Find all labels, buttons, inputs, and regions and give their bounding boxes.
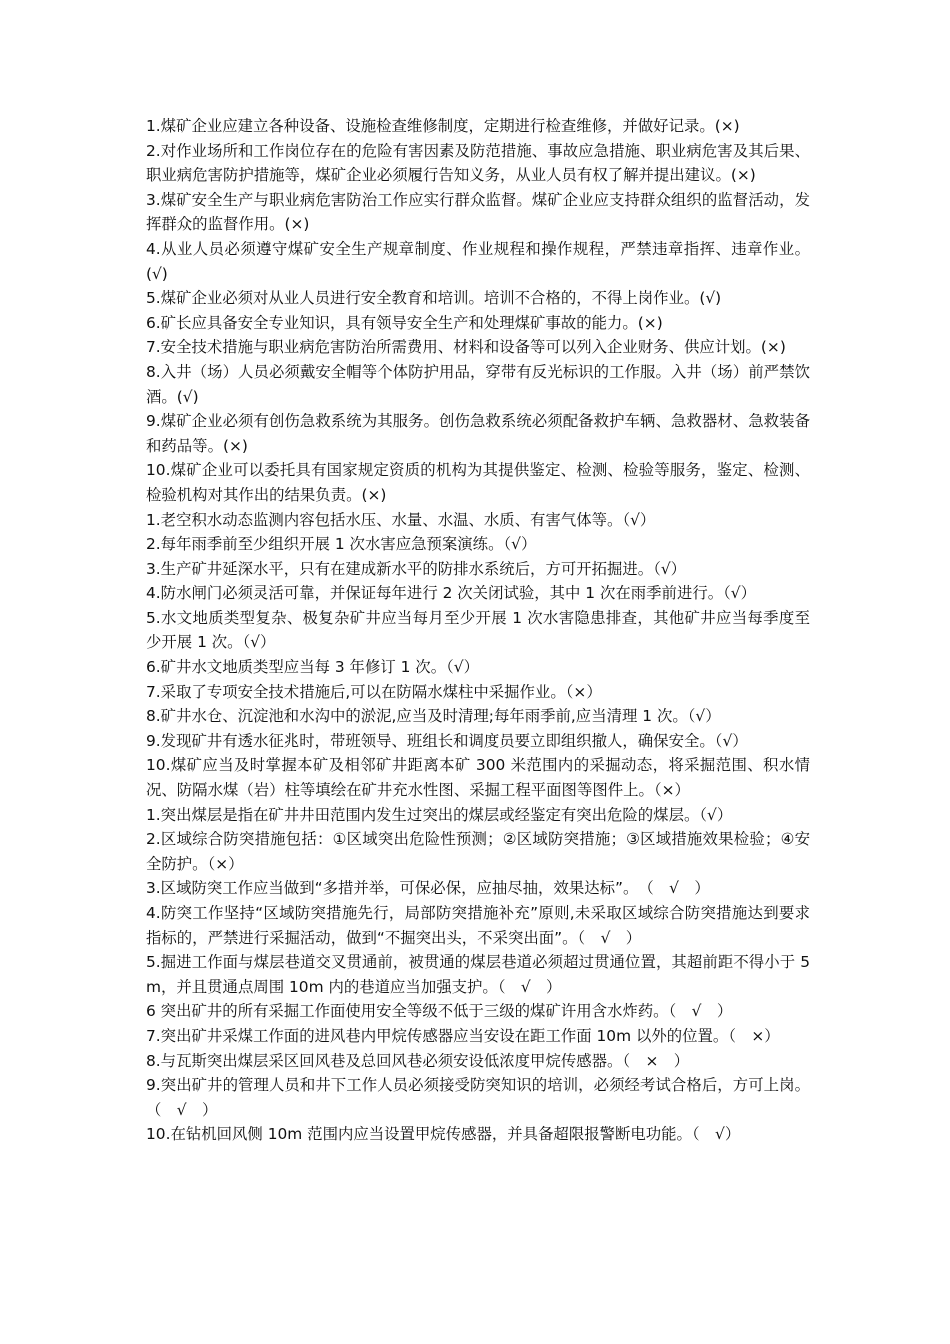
- list-item: 10.在钻机回风侧 10m 范围内应当设置甲烷传感器，并具备超限报警断电功能。（ √）: [146, 1125, 741, 1144]
- list-item: 2.对作业场所和工作岗位存在的危险有害因素及防范措施、事故应急措施、职业病危害及其后果、职业病危害防护措施等，煤矿企业必须履行告知义务，从业人员有权了解并提出建议。(×): [146, 141, 810, 185]
- list-item: 5.水文地质类型复杂、极复杂矿井应当每月至少开展 1 次水害隐患排查，其他矿井应当每季度至少开展 1 次。（√）: [146, 608, 810, 652]
- list-item: 5.掘进工作面与煤层巷道交叉贯通前，被贯通的煤层巷道必须超过贯通位置，其超前距不得小于 5m，并且贯通点周围 10m 内的巷道应当加强支护。（ √ ）: [146, 953, 810, 996]
- list-item: 6.矿井水文地质类型应当每 3 年修订 1 次。（√）: [146, 658, 479, 677]
- list-item: 1.突出煤层是指在矿井井田范围内发生过突出的煤层或经鉴定有突出危险的煤层。（√）: [146, 805, 733, 824]
- list-item: 7.安全技术措施与职业病危害防治所需费用、材料和设备等可以列入企业财务、供应计划。(×): [146, 338, 786, 357]
- list-item: 4.防突工作坚持“区域防突措施先行，局部防突措施补充”原则,未采取区域综合防突措施达到要求指标的，严禁进行采掘活动，做到“不掘突出头，不采突出面”。（ √ ）: [146, 904, 810, 947]
- list-item: 8.入井（场）人员必须戴安全帽等个体防护用品，穿带有反光标识的工作服。入井（场）前严禁饮酒。(√): [146, 362, 810, 406]
- list-item: 3.区域防突工作应当做到“多措并举，可保必保，应抽尽抽，效果达标”。 （ √ ）: [146, 879, 710, 898]
- list-item: 1.老空积水动态监测内容包括水压、水量、水温、水质、有害气体等。（√）: [146, 510, 656, 529]
- list-item: 2.区域综合防突措施包括：①区域突出危险性预测；②区域防突措施；③区域措施效果检验；④安全防护。（×）: [146, 830, 810, 873]
- list-item: 7.突出矿井采煤工作面的进风巷内甲烷传感器应当安设在距工作面 10m 以外的位置。（ ×）: [146, 1026, 780, 1045]
- list-item: 10.煤矿应当及时掌握本矿及相邻矿井距离本矿 300 米范围内的采掘动态，将采掘范围、积水情况、防隔水煤（岩）柱等填绘在矿井充水性图、采掘工程平面图等图件上。（×）: [146, 756, 810, 800]
- list-item: 2.每年雨季前至少组织开展 1 次水害应急预案演练。（√）: [146, 535, 537, 554]
- list-item: 3.生产矿井延深水平，只有在建成新水平的防排水系统后，方可开拓掘进。（√）: [146, 559, 687, 578]
- list-item: 7.采取了专项安全技术措施后,可以在防隔水煤柱中采掘作业。（×）: [146, 682, 602, 701]
- list-item: 4.防水闸门必须灵活可靠，并保证每年进行 2 次关闭试验，其中 1 次在雨季前进行。（√）: [146, 584, 757, 603]
- list-item: 1.煤矿企业应建立各种设备、设施检查维修制度，定期进行检查维修，并做好记录。(×): [146, 117, 740, 135]
- list-item: 8.矿井水仓、沉淀池和水沟中的淤泥,应当及时清理;每年雨季前,应当清理 1 次。（√）: [146, 707, 721, 726]
- list-item: 9.突出矿井的管理人员和井下工作人员必须接受防突知识的培训，必须经考试合格后，方可上岗。（ √ ）: [146, 1076, 810, 1119]
- list-item: 8.与瓦斯突出煤层采区回风巷及总回风巷必须安设低浓度甲烷传感器。（ × ）: [146, 1051, 690, 1070]
- list-item: 6 突出矿井的所有采掘工作面使用安全等级不低于三级的煤矿许用含水炸药。（ √ ）: [146, 1002, 733, 1021]
- list-item: 4.从业人员必须遵守煤矿安全生产规章制度、作业规程和操作规程，严禁违章指挥、违章作业。(√): [146, 239, 810, 283]
- list-item: 10.煤矿企业可以委托具有国家规定资质的机构为其提供鉴定、检测、检验等服务，鉴定、检测、检验机构对其作出的结果负责。(×): [146, 461, 810, 504]
- list-item: 6.矿长应具备安全专业知识，具有领导安全生产和处理煤矿事故的能力。(×): [146, 313, 663, 332]
- list-item: 9.发现矿井有透水征兆时，带班领导、班组长和调度员要立即组织撤人，确保安全。（√）: [146, 731, 748, 750]
- list-item: 5.煤矿企业必须对从业人员进行安全教育和培训。培训不合格的，不得上岗作业。(√): [146, 289, 722, 308]
- list-item: 3.煤矿安全生产与职业病危害防治工作应实行群众监督。煤矿企业应支持群众组织的监督活动，发挥群众的监督作用。(×): [146, 190, 810, 234]
- list-item: 9.煤矿企业必须有创伤急救系统为其服务。创伤急救系统必须配备救护车辆、急救器材、急救装备和药品等。(×): [146, 412, 810, 455]
- document-page: [146, 114, 810, 1147]
